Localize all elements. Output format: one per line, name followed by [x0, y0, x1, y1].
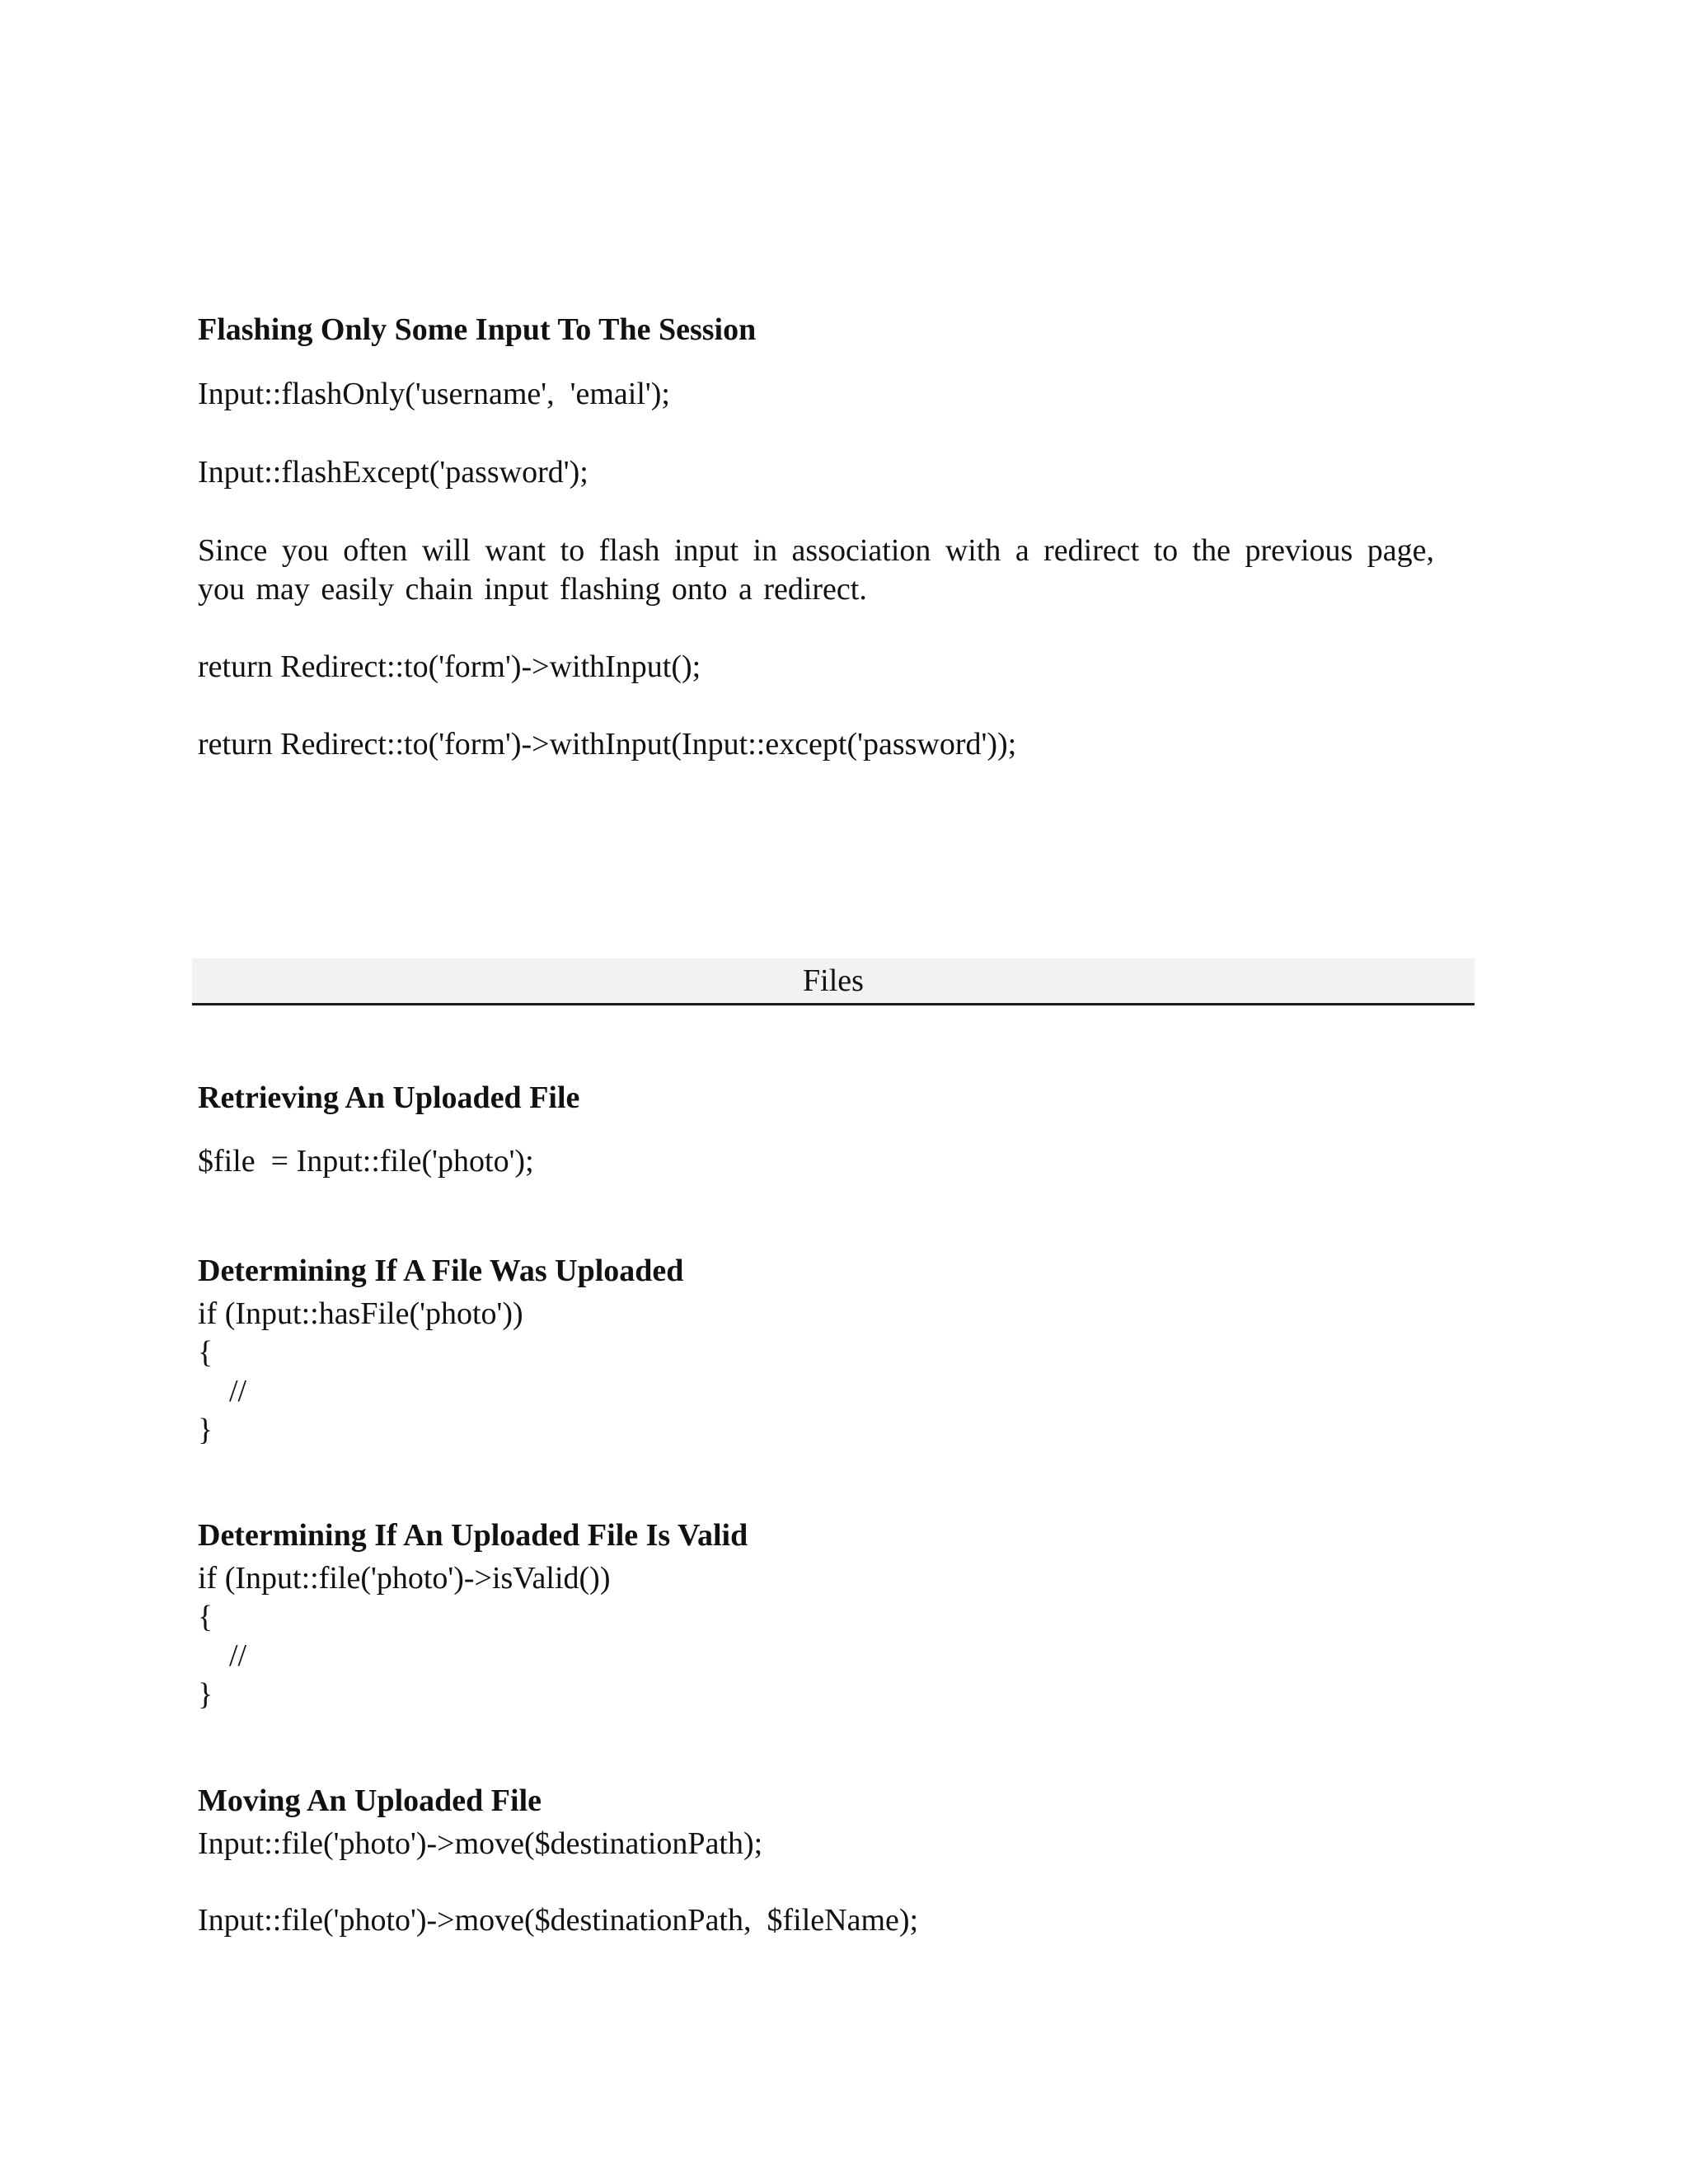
files-section-band: [192, 958, 1475, 1005]
files-section-title: Files: [803, 963, 864, 998]
section-heading-flashing-some-input: Flashing Only Some Input To The Session: [198, 312, 757, 347]
section-heading-retrieving-uploaded-file: Retrieving An Uploaded File: [198, 1080, 580, 1115]
code-line-open-brace: {: [198, 1335, 213, 1370]
section-heading-moving-uploaded-file: Moving An Uploaded File: [198, 1783, 542, 1818]
paragraph-flash-redirect: Since you often will want to flash input in association with a redirect to the previous page, you may easily chain input flashing onto a redirect.: [198, 533, 1434, 607]
code-line-is-valid: if (Input::file('photo')->isValid()): [198, 1561, 611, 1596]
code-line-move-with-filename: Input::file('photo')->move($destinationPath, $fileName);: [198, 1903, 919, 1938]
code-line-move: Input::file('photo')->move($destinationPath);: [198, 1826, 763, 1861]
code-line-comment: //: [198, 1638, 247, 1673]
code-line-redirect-with-input-except: return Redirect::to('form')->withInput(Input::except('password'));: [198, 727, 1017, 762]
code-line-open-brace: {: [198, 1600, 213, 1634]
code-line-close-brace: }: [198, 1413, 213, 1447]
code-line-has-file: if (Input::hasFile('photo')): [198, 1296, 523, 1331]
code-line-input-file: $file = Input::file('photo');: [198, 1144, 534, 1179]
code-line-flash-except: Input::flashExcept('password');: [198, 455, 588, 490]
section-heading-determining-file-valid: Determining If An Uploaded File Is Valid: [198, 1518, 748, 1553]
code-line-comment: //: [198, 1374, 247, 1408]
section-heading-determining-file-uploaded: Determining If A File Was Uploaded: [198, 1254, 684, 1288]
code-line-redirect-with-input: return Redirect::to('form')->withInput();: [198, 649, 701, 684]
code-line-flash-only: Input::flashOnly('username', 'email');: [198, 377, 670, 411]
code-line-close-brace: }: [198, 1677, 213, 1712]
